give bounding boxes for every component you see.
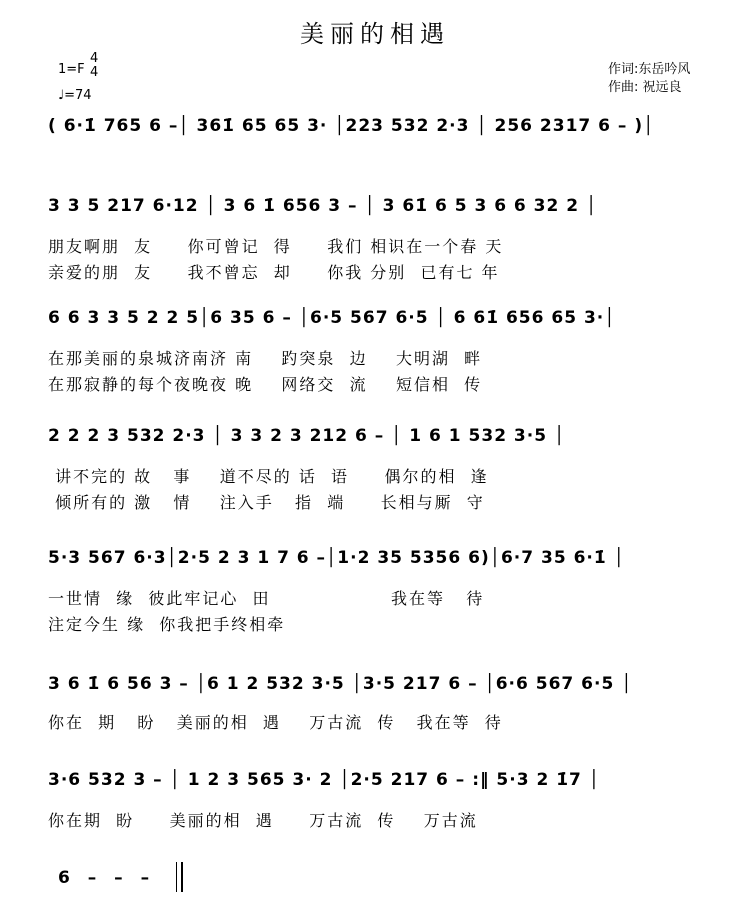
song-title: 美丽的相遇 xyxy=(300,20,450,48)
lyricist-credit: 作词:东岳吟风 xyxy=(608,62,691,77)
meter-bottom: 4 xyxy=(90,65,99,80)
notation-row-5: 5·3 567 6·3│2·5 2 3 1 7 6 –│1·2 35 5356 6)│6·7 35 6·1̇ │ xyxy=(48,548,625,568)
composer-credit: 作曲: 祝远良 xyxy=(608,80,682,95)
notation-row-1: ( 6·1̇ 765 6 –│ 361̇ 65 65 3· │223 532 2·3 │ 256 2317 6 – )│ xyxy=(48,116,655,136)
key-signature: 1=F xyxy=(58,62,85,77)
lyric-row-3-verse-1: 在那美丽的泉城济南济 南 趵突泉 边 大明湖 畔 xyxy=(48,349,483,368)
lyric-row-5-verse-2: 注定今生 缘 你我把手终相牵 xyxy=(48,615,286,634)
lyric-row-6: 你在 期 盼 美丽的相 遇 万古流 传 我在等 待 xyxy=(48,713,503,732)
final-barline xyxy=(176,862,183,892)
notation-row-7: 3·6 532 3 – │ 1 2 3 565 3· 2 │2·5 217 6 – :‖ 5·3 2 1̇7 │ xyxy=(48,770,601,790)
meter-top: 4 xyxy=(90,51,99,66)
notation-row-6: 3 6 1̇ 6 56 3 – │6 1 2 532 3·5 │3·5 217 6 – │6·6 567 6·5 │ xyxy=(48,674,633,694)
tempo-marking: ♩=74 xyxy=(58,88,92,103)
lyric-row-2-verse-1: 朋友啊朋 友 你可曾记 得 我们 相识在一个春 天 xyxy=(48,237,504,256)
notation-row-3: 6 6 3 3 5 2 2 5│6 35 6 – │6·5 567 6·5 │ 6 61̇ 656 65 3·│ xyxy=(48,308,616,328)
lyric-row-2-verse-2: 亲爱的朋 友 我不曾忘 却 你我 分别 已有七 年 xyxy=(48,263,500,282)
lyric-row-7: 你在期 盼 美丽的相 遇 万古流 传 万古流 xyxy=(48,811,478,830)
lyric-row-4-verse-2: 倾所有的 激 情 注入手 指 端 长相与厮 守 xyxy=(48,493,485,512)
lyric-row-5-verse-1: 一世情 缘 彼此牢记心 田 我在等 待 xyxy=(48,589,485,608)
notation-row-2: 3 3 5 217 6·12 │ 3 6 1̇ 656 3 – │ 3 61̇ 6 5 3 6 6 32 2 │ xyxy=(48,196,598,216)
lyric-row-4-verse-1: 讲不完的 故 事 道不尽的 话 语 偶尔的相 逢 xyxy=(48,467,489,486)
time-signature xyxy=(90,52,98,80)
final-note: 6 – – – xyxy=(58,868,156,888)
notation-row-4: 2 2 2 3 532 2·3 │ 3 3 2 3 212 6 – │ 1 6 1 532 3·5 │ xyxy=(48,426,566,446)
lyric-row-3-verse-2: 在那寂静的每个夜晚夜 晚 网络交 流 短信相 传 xyxy=(48,375,483,394)
